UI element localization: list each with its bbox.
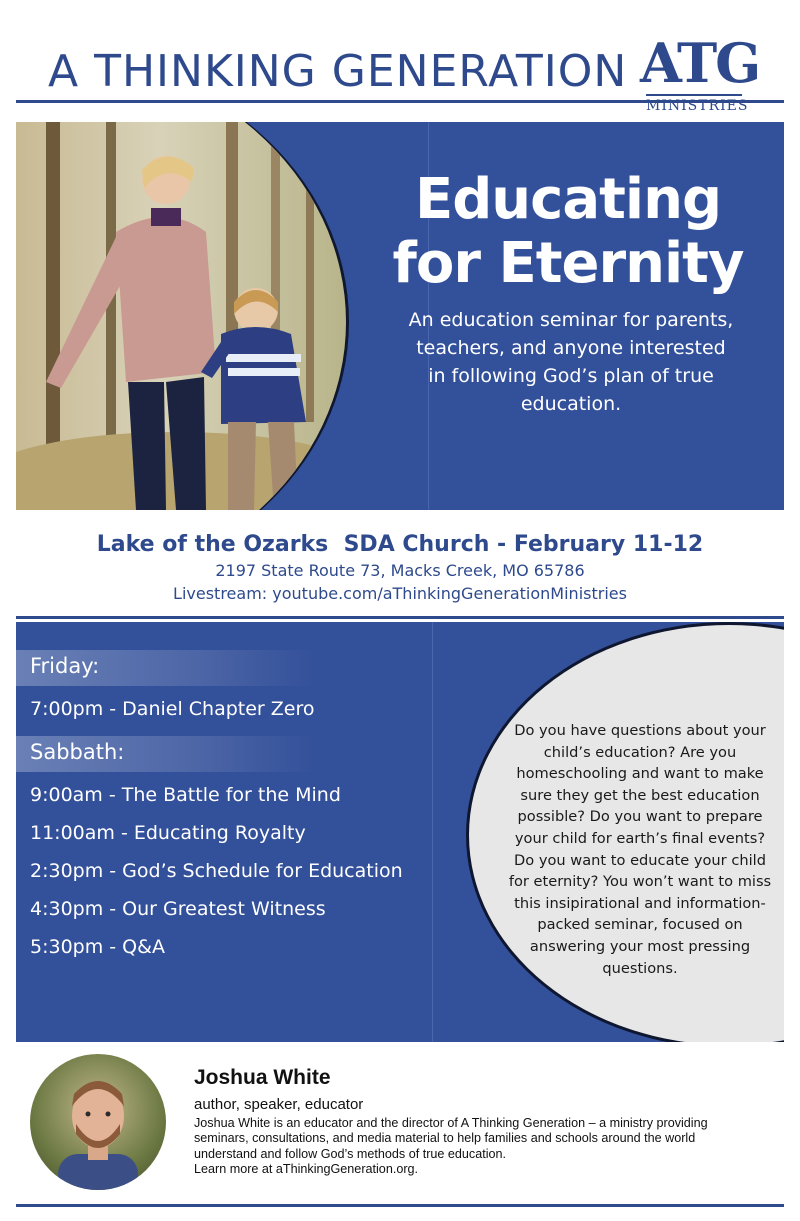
venue-divider — [16, 616, 784, 619]
organization-title: A THINKING GENERATION — [48, 46, 628, 97]
schedule-item: 9:00am - The Battle for the Mind — [30, 784, 341, 806]
logo-subtitle: MINISTRIES — [646, 94, 742, 115]
venue-address: 2197 State Route 73, Macks Creek, MO 65786 — [215, 561, 585, 580]
schedule-section — [16, 622, 784, 1042]
seminar-title — [368, 168, 768, 296]
day-header-friday — [16, 650, 316, 686]
seminar-title-line-2: for Eternity — [392, 231, 744, 296]
livestream-link[interactable]: Livestream: youtube.com/aThinkingGenerationMinistries — [173, 584, 627, 603]
atg-ministries-logo — [640, 31, 760, 122]
schedule-item: 4:30pm - Our Greatest Witness — [30, 898, 326, 920]
schedule-seam — [432, 622, 433, 1042]
speaker-section — [16, 1044, 784, 1208]
seminar-title-line-1: Educating — [414, 167, 722, 232]
schedule-item: 5:30pm - Q&A — [30, 936, 165, 958]
logo-mark: ATG — [640, 31, 760, 95]
venue-section — [16, 510, 784, 620]
venue-and-date: Lake of the Ozarks SDA Church - February 11-12 — [96, 532, 704, 557]
learn-more-link[interactable]: Learn more at aThinkingGeneration.org. — [194, 1162, 419, 1177]
speaker-bio — [194, 1116, 734, 1178]
speaker-portrait — [30, 1054, 166, 1190]
day-header-sabbath — [16, 736, 316, 772]
schedule-item: 2:30pm - God’s Schedule for Education — [30, 860, 403, 882]
bottom-divider — [16, 1204, 784, 1207]
header — [16, 30, 784, 122]
speaker-bio-text: Joshua White is an educator and the director of A Thinking Generation – a ministry providing seminars, consultations, and media material to help families and schools around the world understand and follow God’s methods of true education. — [194, 1116, 708, 1161]
speaker-avatar — [30, 1054, 166, 1190]
speaker-role: author, speaker, educator — [194, 1096, 364, 1113]
day-label: Friday: — [30, 654, 100, 678]
schedule-item: 11:00am - Educating Royalty — [30, 822, 306, 844]
day-label: Sabbath: — [30, 740, 125, 764]
mother-and-child-photo — [16, 122, 349, 510]
hero-banner — [16, 122, 784, 510]
photo-illustration — [16, 122, 346, 510]
questions-text: Do you have questions about your child’s education? Are you homeschooling and want to make sure they get the best education possible? Do you want to prepare your child for earth’s final events? Do you want to educate your child for eternity? You won’t want to miss this insipirational and information-packed seminar, focused on answering your most pressing questions. — [508, 722, 772, 977]
speaker-name: Joshua White — [194, 1066, 331, 1089]
schedule-item: 7:00pm - Daniel Chapter Zero — [30, 698, 315, 720]
flyer — [16, 30, 784, 1208]
seminar-subtitle: An education seminar for parents, teachers, and anyone interested in following God’s plan of true education. — [408, 309, 734, 415]
